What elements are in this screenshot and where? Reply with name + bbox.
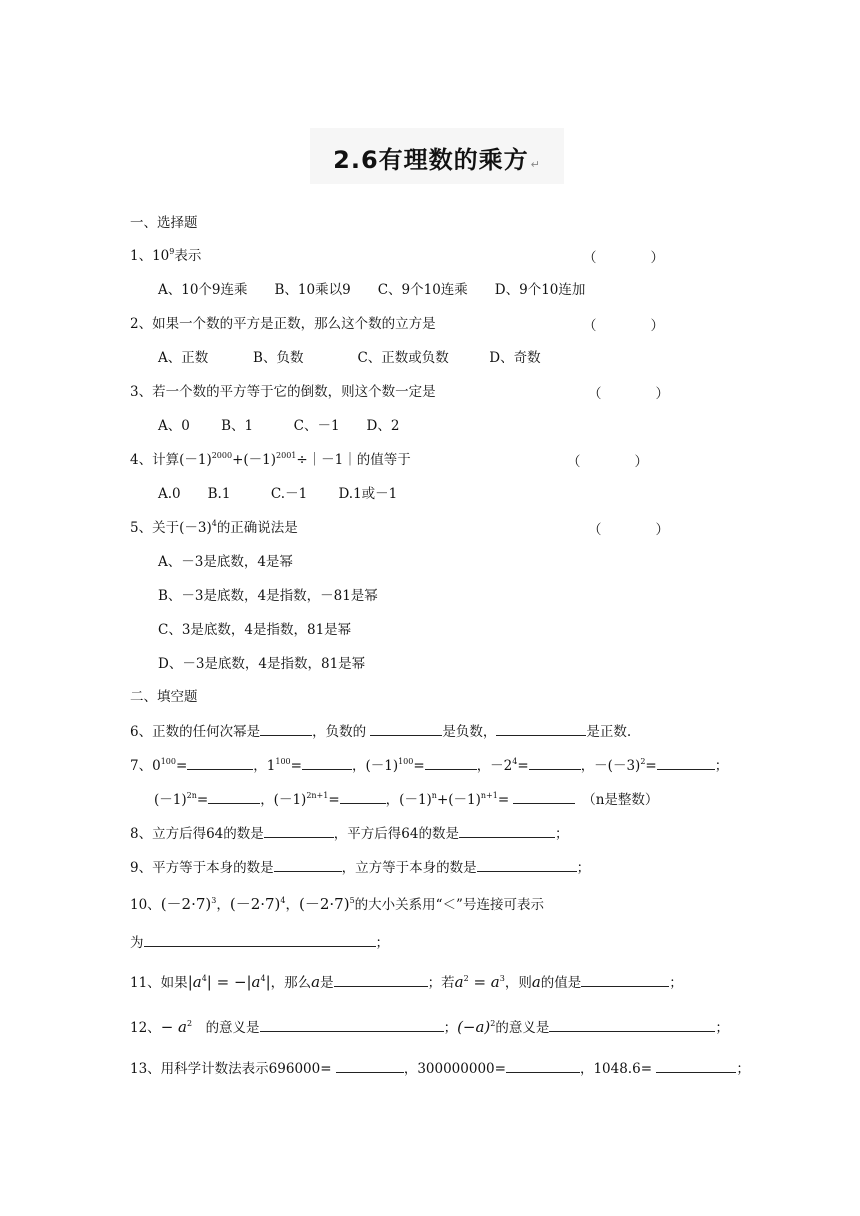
answer-blank[interactable] [506, 1058, 580, 1073]
options-4: A.0 B.1 C.－1 D.1或－1 [158, 486, 398, 502]
answer-paren-2: （ ） [583, 318, 664, 334]
answer-blank[interactable] [496, 721, 586, 736]
answer-paren-5: （ ） [588, 522, 669, 538]
question-12: 12、− $a^2$ 的意义是 ；$(-a)^2$的意义是 ； [130, 1018, 729, 1036]
question-4: 4、计算$(-1)^{2000}+(-1)^{2001}\div|-1|$的值等于 [130, 451, 411, 468]
answer-blank[interactable] [425, 755, 477, 770]
answer-paren-1: （ ） [583, 250, 664, 266]
options-2: A、正数 B、负数 C、正数或负数 D、奇数 [158, 350, 541, 366]
options-1: A、10个9连乘 B、10乘以9 C、9个10连乘 D、9个10连加 [158, 282, 586, 298]
answer-blank[interactable] [459, 823, 555, 838]
question-8: 8、立方后得64的数是 ，平方后得64的数是 ； [130, 823, 568, 844]
question-6: 6、正数的任何次幂是 ，负数的 是负数， 是正数. [130, 721, 631, 742]
question-11: 11、如果$|a^4| = -|a^4|$，那么a是 ；若$a^2 = a^3$，则a的值是 ； [130, 973, 683, 991]
answer-blank[interactable] [656, 1058, 736, 1073]
option-5d: D、－3是底数，4是指数，81是幂 [158, 656, 366, 672]
answer-blank[interactable] [187, 755, 253, 770]
question-7-continued: $(-1)^{2n}=$ ，$(-1)^{2n+1}=$ ，$(-1)^n+(-1)^{n+1}=$ （n是整数） [154, 791, 659, 808]
page-title: 2.6有理数的乘方 ↵ [333, 146, 541, 174]
answer-blank[interactable] [302, 755, 352, 770]
answer-blank[interactable] [260, 721, 312, 736]
option-5b: B、－3是底数，4是指数，－81是幂 [158, 588, 378, 604]
answer-blank[interactable] [208, 789, 260, 804]
question-3: 3、若一个数的平方等于它的倒数，则这个数一定是 [130, 384, 436, 400]
answer-paren-3: （ ） [588, 386, 669, 402]
question-13: 13、用科学计数法表示696000= ，300000000= ，1048.6= ； [130, 1058, 750, 1079]
question-5: 5、关于$(-3)^4$的正确说法是 [130, 519, 298, 536]
answer-blank[interactable] [529, 755, 581, 770]
answer-blank[interactable] [264, 823, 334, 838]
answer-blank[interactable] [274, 857, 342, 872]
answer-blank[interactable] [144, 932, 376, 947]
question-9: 9、平方等于本身的数是 ，立方等于本身的数是 ； [130, 857, 590, 878]
answer-blank[interactable] [334, 972, 428, 987]
answer-blank[interactable] [477, 857, 577, 872]
answer-blank[interactable] [549, 1017, 715, 1032]
question-7: 7、$0^{100}=$ ，$1^{100}=$ ，$(-1)^{100}=$ ，$-2^4=$ ，$-(-3)^2=$ ； [130, 757, 729, 774]
answer-blank[interactable] [581, 972, 669, 987]
section-choice-heading: 一、选择题 [130, 215, 198, 231]
option-5c: C、3是底数，4是指数，81是幂 [158, 622, 352, 638]
question-10: 10、$(-2\cdot 7)^3$，$(-2\cdot 7)^4$，$(-2\cdot 7)^5$的大小关系用“＜”号连接可表示 [130, 895, 544, 913]
answer-blank[interactable] [340, 789, 386, 804]
answer-blank[interactable] [336, 1058, 404, 1073]
options-3: A、0 B、1 C、－1 D、2 [158, 418, 400, 434]
option-5a: A、－3是底数，4是幂 [158, 554, 293, 570]
question-1: 1、$10^9$表示 [130, 247, 202, 264]
question-2: 2、如果一个数的平方是正数，那么这个数的立方是 [130, 316, 436, 332]
answer-blank[interactable] [657, 755, 715, 770]
section-fill-heading: 二、填空题 [130, 689, 198, 705]
answer-blank[interactable] [370, 721, 442, 736]
answer-blank[interactable] [513, 789, 575, 804]
answer-paren-4: （ ） [567, 454, 648, 470]
question-10-answer-line: 为 ； [130, 932, 389, 953]
title-box [310, 128, 564, 184]
answer-blank[interactable] [260, 1017, 444, 1032]
